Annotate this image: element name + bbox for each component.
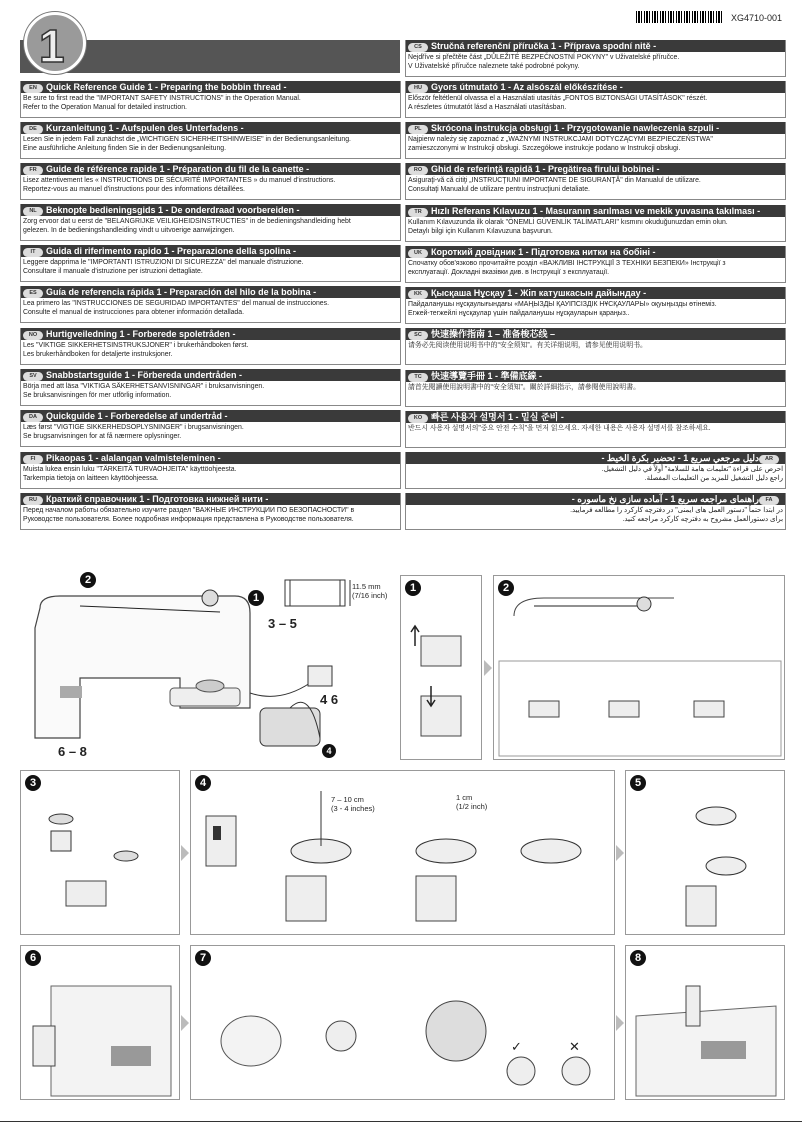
section-title-text: Gyors útmutató 1 - Az alsószál előkészítése - <box>431 82 623 92</box>
language-code-badge: NO <box>23 331 43 340</box>
step-arrow <box>484 660 492 676</box>
language-section-nl <box>20 204 401 241</box>
section-body <box>406 175 785 195</box>
section-body <box>21 340 400 360</box>
section-title <box>406 81 785 93</box>
section-title-text: Quick Reference Guide 1 - Preparing the bobbin thread - <box>46 82 287 92</box>
step-number: 8 <box>630 950 646 966</box>
step-number: 5 <box>630 775 646 791</box>
body-line: Les "VIKTIGE SIKKERHETSINSTRUKSJONER" i brukerhåndboken først. <box>23 342 249 349</box>
body-line: 请务必先阅读使用说明书中的“安全须知”。有关详细说明，请参见使用说明书。 <box>408 342 647 349</box>
language-section-ko <box>405 411 786 448</box>
section-body <box>406 464 785 484</box>
section-body <box>21 422 400 442</box>
body-line: Consulte el manual de instrucciones para obtener información detallada. <box>23 309 245 316</box>
section-title-text: Hızlı Referans Kılavuzu 1 - Masuranın sarılması ve mekik yuvasına takılması - <box>431 206 761 216</box>
step-number: 6 <box>25 950 41 966</box>
language-code-badge: FR <box>23 166 43 175</box>
body-line: Eine ausführliche Anleitung finden Sie in der Bedienungsanleitung. <box>23 145 227 152</box>
section-title <box>21 493 400 505</box>
section-title <box>21 204 400 216</box>
language-section-it <box>20 245 401 282</box>
language-section-fa <box>405 493 786 530</box>
language-code-badge: CS <box>408 43 428 52</box>
language-section-da <box>20 410 401 447</box>
body-line: Lesen Sie in jedem Fall zunächst die „WICHTIGEN SICHERHEITSHINWEISE" in der Bedienungsanleitung. <box>23 136 351 143</box>
step-marker-2: 2 <box>80 572 96 588</box>
section-body <box>21 505 400 525</box>
section-title <box>406 122 785 134</box>
language-code-badge: RU <box>23 496 43 505</box>
body-line: Detaylı bilgi için Kullanım Kılavuzuna başvurun. <box>408 228 553 235</box>
body-line: Asiguraţi-vă că citiţi „INSTRUCŢIUNI IMPORTANTE DE SIGURANŢĂ" din Manualul de utilizare. <box>408 177 701 184</box>
step-4-panel <box>190 770 615 935</box>
section-title-text: 빠른 사용자 설명서 1 - 밑실 준비 - <box>431 412 564 422</box>
section-title-text: Kurzanleitung 1 - Aufspulen des Unterfadens - <box>46 123 244 133</box>
language-section-ro <box>405 163 786 200</box>
body-line: Пайдаланушы нұсқаулығындағы «МАҢЫЗДЫ ҚАУІПСІЗДІК НҰСҚАУЛАРЫ» оқуыңызды өтінеміз. <box>408 301 717 308</box>
language-section-cs <box>405 40 786 77</box>
language-section-kk <box>405 287 786 324</box>
section-title-text: Stručná referenční příručka 1 - Příprava spodní nitě - <box>431 41 657 51</box>
language-section-tr <box>405 205 786 242</box>
section-body <box>406 299 785 319</box>
correct-mark: ✓ <box>511 1039 522 1054</box>
step-1-panel <box>400 575 482 760</box>
language-section-hu <box>405 81 786 118</box>
language-code-badge: KK <box>408 290 428 299</box>
section-title-text: Hurtigveiledning 1 - Forberede spoletråden - <box>46 329 236 339</box>
section-title <box>21 286 400 298</box>
step-marker-4b: 4 <box>322 744 336 758</box>
section-title <box>21 163 400 175</box>
language-code-badge: DE <box>23 125 43 134</box>
section-title <box>406 328 785 340</box>
body-line: Leggere dapprima le "IMPORTANTI ISTRUZIONI DI SICUREZZA" del manuale d'istruzione. <box>23 259 304 266</box>
section-title-text: Қысқаша Нұсқау 1 - Жіп катушкасын дайындау - <box>431 288 647 298</box>
section-title-text: راهنمای مراجعه سریع 1 - آماده سازی نخ ماسوره - <box>571 494 759 504</box>
body-line: Руководстве пользователя. Более подробная информация представлена в Руководстве пользователя. <box>23 516 354 523</box>
body-line: احرص على قراءة "تعليمات هامة للسلامة" أولاً في دليل التشغيل. <box>601 466 783 473</box>
step-3-panel <box>20 770 180 935</box>
section-title <box>406 452 785 464</box>
section-title-text: Snabbstartsguide 1 - Förbereda undertråden - <box>46 370 243 380</box>
body-line: Nejdříve si přečtěte část „DŮLEŽITÉ BEZPEČNOSTNÍ POKYNY" v Uživatelské příručce. <box>408 54 680 61</box>
section-title-text: Quickguide 1 - Forberedelse af undertråd - <box>46 411 228 421</box>
language-section-fr <box>20 163 401 200</box>
cut-length-inch-label: (1/2 inch) <box>456 802 488 811</box>
language-code-badge: NL <box>23 207 43 216</box>
section-body <box>21 93 400 113</box>
section-title <box>21 452 400 464</box>
section-title <box>21 81 400 93</box>
body-line: Se bruksanvisningen för mer utförlig information. <box>23 392 172 399</box>
barcode <box>636 11 722 23</box>
section-title-text: Pikaopas 1 - alalangan valmisteleminen - <box>46 453 221 463</box>
language-code-badge: PL <box>408 125 428 134</box>
section-title-text: دليل مرجعي سريع 1 - تحضير بكرة الخيط - <box>601 453 759 463</box>
body-line: Reportez-vous au manuel d'instructions pour des informations détaillées. <box>23 186 245 193</box>
section-title-text: Guía de referencia rápida 1 - Preparación del hilo de la bobina - <box>46 287 317 297</box>
body-line: Zorg ervoor dat u eerst de "BELANGRIJKE VEILIGHEIDSINSTRUCTIES" in de bedieningshandleiding hebt <box>23 218 351 225</box>
section-body <box>406 217 785 237</box>
language-section-tc <box>405 370 786 407</box>
body-line: Muista lukea ensin luku "TÄRKEITÄ TURVAOHJEITA" käyttöohjeesta. <box>23 466 237 473</box>
guide-logo: 1 <box>24 12 86 74</box>
language-code-badge: IT <box>23 248 43 257</box>
body-line: A részletes útmutatót lásd a Használati utasításban. <box>408 104 567 111</box>
language-code-badge: KO <box>408 414 428 423</box>
body-line: Læs først "VIGTIGE SIKKERHEDSOPLYSNINGER" i brugsanvisningen. <box>23 424 244 431</box>
section-body <box>406 340 785 351</box>
section-title <box>406 370 785 382</box>
language-code-badge: RO <box>408 166 428 175</box>
bobbin-size-inch-label: (7/16 inch) <box>352 591 388 600</box>
language-section-de <box>20 122 401 159</box>
body-line: Consultare il manuale d'istruzione per istruzioni dettagliate. <box>23 268 203 275</box>
section-title-text: Краткий справочник 1 - Подготовка нижней нити - <box>46 494 269 504</box>
language-code-badge: UK <box>408 249 428 258</box>
section-body <box>21 216 400 236</box>
section-title-text: Ghid de referinţă rapidă 1 - Pregătirea firului bobinei - <box>431 164 660 174</box>
section-title <box>406 246 785 258</box>
step-8-panel <box>625 945 785 1100</box>
section-title-text: Короткий довідник 1 - Підготовка нитки на бобіні - <box>431 247 656 257</box>
body-line: Először feltétlenül olvassa el a Használati utasítás „FONTOS BIZTONSÁGI UTASÍTÁSOK" részét. <box>408 95 708 102</box>
section-body <box>406 93 785 113</box>
body-line: Börja med att läsa "VIKTIGA SÄKERHETSANVISNINGAR" i bruksanvisningen. <box>23 383 265 390</box>
document-code: XG4710-001 <box>731 13 783 23</box>
section-body <box>406 52 785 72</box>
language-code-badge: SC <box>408 331 428 340</box>
step-number: 4 <box>195 775 211 791</box>
section-title-text: 快速導覽手冊 1 - 準備底線 - <box>431 371 543 381</box>
body-line: Егжей-тегжейлі нұсқаулар үшін пайдаланушы нұсқауларын қараңыз.. <box>408 310 630 317</box>
body-line: راجع دليل التشغيل للمزيد من التعليمات المفصلة. <box>644 475 783 482</box>
body-line: Les brukerhåndboken for detaljerte instruksjoner. <box>23 351 173 358</box>
cut-length-label: 1 cm <box>456 793 473 802</box>
section-title-text: Skrócona instrukcja obsługi 1 - Przygotowanie nawleczenia szpuli - <box>431 123 720 133</box>
body-line: експлуатації. Докладні вказівки див. в Інструкції з експлуатації. <box>408 269 610 276</box>
section-title <box>21 410 400 422</box>
body-line: Lea primero las "INSTRUCCIONES DE SEGURIDAD IMPORTANTES" del manual de instrucciones. <box>23 300 329 307</box>
language-code-badge: SV <box>23 372 43 381</box>
language-section-es <box>20 286 401 323</box>
language-section-no <box>20 328 401 365</box>
section-title <box>406 205 785 217</box>
section-body <box>21 381 400 401</box>
language-code-badge: DA <box>23 413 43 422</box>
section-title <box>21 369 400 381</box>
body-line: Tarkempia tietoja on laitteen käyttöohjeessa. <box>23 475 159 482</box>
step-2-panel <box>493 575 785 760</box>
section-title <box>406 40 785 52</box>
section-title <box>21 328 400 340</box>
language-section-en <box>20 81 401 118</box>
section-title <box>406 411 785 423</box>
language-section-uk <box>405 246 786 283</box>
section-title-text: Beknopte bedieningsgids 1 - De onderdraad voorbereiden - <box>46 205 300 215</box>
incorrect-mark: ✕ <box>569 1039 580 1054</box>
language-section-pl <box>405 122 786 159</box>
body-line: 반드시 사용자 설명서의"중요 안전 수칙"을 먼저 읽으세요. 자세한 내용은 사용자 설명서를 참조하세요. <box>408 425 711 432</box>
section-body <box>406 505 785 525</box>
step-marker-1: 1 <box>248 590 264 606</box>
section-title-text: 快速操作指南 1 – 准备梭芯线 – <box>431 329 556 339</box>
step-arrow <box>616 845 624 861</box>
body-line: Перед началом работы обязательно изучите раздел "ВАЖНЫЕ ИНСТРУКЦИИ ПО БЕЗОПАСНОСТИ" в <box>23 507 355 514</box>
section-body <box>406 134 785 154</box>
language-section-sc <box>405 328 786 365</box>
language-section-ar <box>405 452 786 489</box>
section-title-text: Guida di riferimento rapido 1 - Preparazione della spolina - <box>46 246 297 256</box>
step-7-panel <box>190 945 615 1100</box>
section-title <box>406 163 785 175</box>
step-5-panel <box>625 770 785 935</box>
body-line: برای دستورالعمل مشروح به دفترچه کارکرد مراجعه کنید. <box>622 516 783 523</box>
section-title <box>406 493 785 505</box>
language-code-badge: FI <box>23 455 43 464</box>
step-marker-6-8: 6 – 8 <box>58 744 87 759</box>
bobbin-size-label: 11.5 mm <box>352 582 381 591</box>
step-arrow <box>181 1015 189 1031</box>
language-section-fi <box>20 452 401 489</box>
section-body <box>406 258 785 278</box>
body-line: zamieszczonymi w Instrukcji obsługi. Szczegółowe instrukcje podano w Instrukcji obsługi. <box>408 145 681 152</box>
language-code-badge: TC <box>408 373 428 382</box>
step-arrow <box>616 1015 624 1031</box>
section-body <box>21 298 400 318</box>
section-body <box>21 464 400 484</box>
body-line: gelezen. In de bedieningshandleiding vindt u uitvoerige aanwijzingen. <box>23 227 235 234</box>
section-body <box>406 382 785 393</box>
body-line: Lisez attentivement les « INSTRUCTIONS DE SÉCURITÉ IMPORTANTES » du manuel d'instructions. <box>23 177 336 184</box>
step-number: 3 <box>25 775 41 791</box>
body-line: Refer to the Operation Manual for detailed instruction. <box>23 104 187 111</box>
body-line: Спочатку обов'язково прочитайте розділ «ВАЖЛИВІ ІНСТРУКЦІЇ З ТЕХНІКИ БЕЗПЕКИ» Інструкції з <box>408 260 726 267</box>
section-title <box>406 287 785 299</box>
step-marker-4-6: 4 6 <box>320 692 339 707</box>
language-code-badge: FA <box>759 496 779 505</box>
thread-length-inch-label: (3 - 4 inches) <box>331 804 375 813</box>
step-number: 2 <box>498 580 514 596</box>
step-arrow <box>181 845 189 861</box>
body-line: Consultaţi Manualul de utilizare pentru instrucţiuni detaliate. <box>408 186 590 193</box>
body-line: Be sure to first read the "IMPORTANT SAFETY INSTRUCTIONS" in the Operation Manual. <box>23 95 301 102</box>
language-section-sv <box>20 369 401 406</box>
step-6-panel <box>20 945 180 1100</box>
body-line: 請首先閱讀使用說明書中的“安全須知”。關於詳細指示，請參閱使用說明書。 <box>408 384 640 391</box>
section-body <box>406 423 785 434</box>
body-line: V Uživatelské příručce naleznete také podrobné pokyny. <box>408 63 580 70</box>
section-title-text: Guide de référence rapide 1 - Préparation du fil de la canette - <box>46 164 310 174</box>
machine-overview-figure <box>20 568 400 760</box>
body-line: Kullanım Kılavuzunda ilk olarak "ÖNEMLİ GÜVENLİK TALİMATLARI" kısmını okuduğunuzdan emin olun. <box>408 219 728 226</box>
language-code-badge: AR <box>759 455 779 464</box>
section-body <box>21 257 400 277</box>
language-code-badge: TR <box>408 208 428 217</box>
language-section-ru <box>20 493 401 530</box>
language-code-badge: EN <box>23 84 43 93</box>
section-title <box>21 122 400 134</box>
language-code-badge: HU <box>408 84 428 93</box>
sewing-machine-illustration <box>20 568 400 760</box>
thread-length-label: 7 – 10 cm <box>331 795 364 804</box>
body-line: در ابتدا حتماً "دستور العمل های ایمنی" در دفترچه کارکرد را مطالعه فرمایید. <box>570 507 783 514</box>
page-bottom-rule <box>0 1121 802 1122</box>
section-title <box>21 245 400 257</box>
body-line: Najpierw należy się zapoznać z „WAŻNYMI INSTRUKCJAMI DOTYCZĄCYMI BEZPIECZEŃSTWA" <box>408 136 713 143</box>
step-marker-3-5: 3 – 5 <box>268 616 297 631</box>
body-line: Se brugsanvisningen for at få nærmere oplysninger. <box>23 433 182 440</box>
section-body <box>21 175 400 195</box>
step-number: 1 <box>405 580 421 596</box>
language-code-badge: ES <box>23 289 43 298</box>
step-number: 7 <box>195 950 211 966</box>
section-body <box>21 134 400 154</box>
